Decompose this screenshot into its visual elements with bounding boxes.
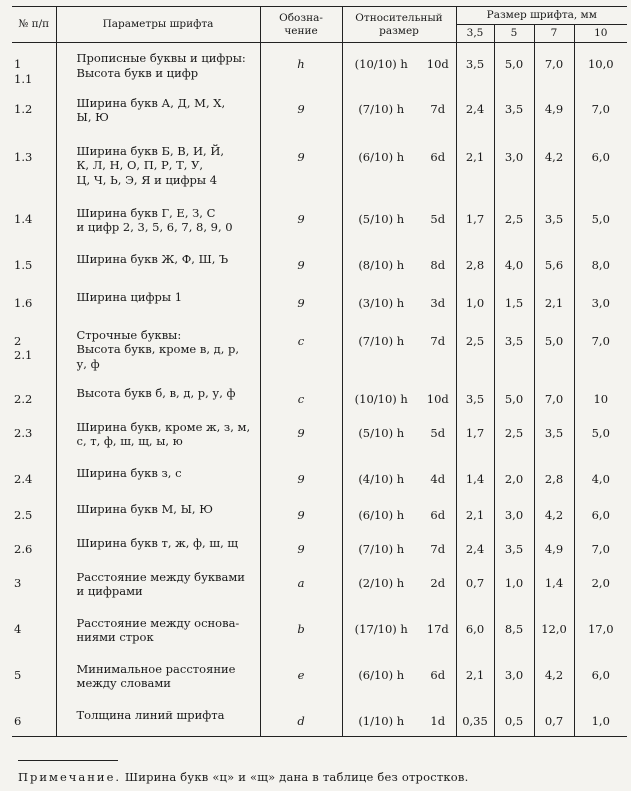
row-parameter: Ширина букв Б, В, И, Й, К, Л, Н, О, П, Р, Т, У, Ц, Ч, Ь, Э, Я и цифры 4 bbox=[56, 136, 260, 198]
row-symbol: 9 bbox=[260, 136, 342, 198]
row-number: 1.6 bbox=[12, 282, 56, 320]
row-number: 2.2 bbox=[12, 378, 56, 412]
row-value-2: 2,1 bbox=[534, 282, 574, 320]
row-value-1: 4,0 bbox=[494, 244, 534, 282]
row-symbol: d bbox=[260, 700, 342, 736]
table-row bbox=[12, 700, 627, 736]
header-relative-size: Относительный размер bbox=[342, 7, 456, 43]
row-value-0: 2,5 bbox=[456, 320, 494, 378]
row-number: 2.4 bbox=[12, 458, 56, 494]
row-value-2: 4,9 bbox=[534, 88, 574, 136]
row-multiplier: 6d bbox=[420, 654, 456, 700]
header-number: № п/п bbox=[12, 7, 56, 43]
row-parameter: Ширина букв з, с bbox=[56, 458, 260, 494]
row-multiplier: 2d bbox=[420, 562, 456, 608]
row-multiplier: 4d bbox=[420, 458, 456, 494]
row-symbol: h bbox=[260, 43, 342, 88]
font-parameters-table bbox=[12, 6, 627, 737]
row-value-0: 1,0 bbox=[456, 282, 494, 320]
row-value-3: 5,0 bbox=[574, 412, 627, 458]
row-relative-size: (3/10) h bbox=[342, 282, 420, 320]
header-font-size: Размер шрифта, мм bbox=[456, 7, 627, 25]
table-row bbox=[12, 458, 627, 494]
row-value-2: 12,0 bbox=[534, 608, 574, 654]
row-value-3: 7,0 bbox=[574, 528, 627, 562]
row-value-0: 3,5 bbox=[456, 378, 494, 412]
row-value-2: 4,2 bbox=[534, 136, 574, 198]
row-value-1: 5,0 bbox=[494, 43, 534, 88]
row-value-2: 7,0 bbox=[534, 378, 574, 412]
row-value-1: 8,5 bbox=[494, 608, 534, 654]
row-value-3: 8,0 bbox=[574, 244, 627, 282]
row-value-1: 2,5 bbox=[494, 412, 534, 458]
row-value-0: 2,1 bbox=[456, 136, 494, 198]
row-parameter: Ширина букв Ж, Ф, Ш, Ъ bbox=[56, 244, 260, 282]
row-value-1: 3,5 bbox=[494, 320, 534, 378]
row-multiplier: 5d bbox=[420, 412, 456, 458]
row-number: 1.4 bbox=[12, 198, 56, 244]
row-symbol: a bbox=[260, 562, 342, 608]
header-symbol: Обозна-чение bbox=[260, 7, 342, 43]
row-number: 1.5 bbox=[12, 244, 56, 282]
header-size-0: 3,5 bbox=[456, 25, 494, 43]
row-parameter: Расстояние между буквами и цифрами bbox=[56, 562, 260, 608]
row-number: 3 bbox=[12, 562, 56, 608]
row-value-2: 3,5 bbox=[534, 412, 574, 458]
row-number: 2.5 bbox=[12, 494, 56, 528]
row-value-2: 4,9 bbox=[534, 528, 574, 562]
table-row bbox=[12, 654, 627, 700]
row-relative-size: (10/10) h bbox=[342, 378, 420, 412]
row-value-1: 3,0 bbox=[494, 136, 534, 198]
row-multiplier: 7d bbox=[420, 88, 456, 136]
row-number: 2 2.1 bbox=[12, 320, 56, 378]
row-value-1: 2,5 bbox=[494, 198, 534, 244]
row-value-2: 4,2 bbox=[534, 654, 574, 700]
row-relative-size: (5/10) h bbox=[342, 198, 420, 244]
row-symbol: 9 bbox=[260, 282, 342, 320]
table-row bbox=[12, 43, 627, 88]
row-value-3: 6,0 bbox=[574, 494, 627, 528]
row-relative-size: (7/10) h bbox=[342, 320, 420, 378]
row-relative-size: (6/10) h bbox=[342, 136, 420, 198]
row-value-3: 4,0 bbox=[574, 458, 627, 494]
row-symbol: 9 bbox=[260, 88, 342, 136]
row-value-3: 1,0 bbox=[574, 700, 627, 736]
note-divider bbox=[18, 760, 118, 761]
row-multiplier: 6d bbox=[420, 136, 456, 198]
row-multiplier: 3d bbox=[420, 282, 456, 320]
row-multiplier: 10d bbox=[420, 378, 456, 412]
row-parameter: Ширина букв А, Д, М, Х, Ы, Ю bbox=[56, 88, 260, 136]
row-relative-size: (7/10) h bbox=[342, 528, 420, 562]
header-parameters: Параметры шрифта bbox=[56, 7, 260, 43]
row-value-3: 6,0 bbox=[574, 654, 627, 700]
table-row bbox=[12, 378, 627, 412]
table-row bbox=[12, 198, 627, 244]
row-value-2: 1,4 bbox=[534, 562, 574, 608]
row-value-1: 3,5 bbox=[494, 528, 534, 562]
footnote-text: Ширина букв «ц» и «щ» дана в таблице без отростков. bbox=[124, 770, 469, 784]
row-parameter: Минимальное расстояние между словами bbox=[56, 654, 260, 700]
row-value-0: 6,0 bbox=[456, 608, 494, 654]
row-number: 6 bbox=[12, 700, 56, 736]
row-symbol: b bbox=[260, 608, 342, 654]
table-row bbox=[12, 562, 627, 608]
row-value-1: 3,0 bbox=[494, 494, 534, 528]
row-value-0: 0,7 bbox=[456, 562, 494, 608]
row-multiplier: 5d bbox=[420, 198, 456, 244]
row-relative-size: (6/10) h bbox=[342, 494, 420, 528]
row-value-2: 0,7 bbox=[534, 700, 574, 736]
row-parameter: Строчные буквы: Высота букв, кроме в, д, р, у, ф bbox=[56, 320, 260, 378]
row-number: 2.3 bbox=[12, 412, 56, 458]
row-symbol: e bbox=[260, 654, 342, 700]
row-multiplier: 17d bbox=[420, 608, 456, 654]
row-number: 5 bbox=[12, 654, 56, 700]
table-row bbox=[12, 282, 627, 320]
table-row bbox=[12, 608, 627, 654]
row-value-2: 4,2 bbox=[534, 494, 574, 528]
row-symbol: 9 bbox=[260, 458, 342, 494]
footnote-label: Примечание. bbox=[18, 770, 122, 784]
row-value-1: 3,5 bbox=[494, 88, 534, 136]
table-row bbox=[12, 528, 627, 562]
row-relative-size: (5/10) h bbox=[342, 412, 420, 458]
table-row bbox=[12, 320, 627, 378]
row-value-0: 2,1 bbox=[456, 654, 494, 700]
row-multiplier: 1d bbox=[420, 700, 456, 736]
row-value-0: 1,4 bbox=[456, 458, 494, 494]
row-relative-size: (10/10) h bbox=[342, 43, 420, 88]
row-parameter: Ширина букв М, Ы, Ю bbox=[56, 494, 260, 528]
row-parameter: Ширина букв Г, Е, З, С и цифр 2, 3, 5, 6, 7, 8, 9, 0 bbox=[56, 198, 260, 244]
row-number: 1 1.1 bbox=[12, 43, 56, 88]
row-value-0: 2,4 bbox=[456, 88, 494, 136]
row-relative-size: (7/10) h bbox=[342, 88, 420, 136]
row-relative-size: (4/10) h bbox=[342, 458, 420, 494]
row-value-0: 3,5 bbox=[456, 43, 494, 88]
row-value-0: 2,1 bbox=[456, 494, 494, 528]
row-value-1: 5,0 bbox=[494, 378, 534, 412]
row-multiplier: 6d bbox=[420, 494, 456, 528]
row-value-2: 5,0 bbox=[534, 320, 574, 378]
row-value-2: 5,6 bbox=[534, 244, 574, 282]
row-relative-size: (8/10) h bbox=[342, 244, 420, 282]
row-symbol: 9 bbox=[260, 494, 342, 528]
row-parameter: Ширина цифры 1 bbox=[56, 282, 260, 320]
row-symbol: 9 bbox=[260, 412, 342, 458]
row-relative-size: (1/10) h bbox=[342, 700, 420, 736]
table-row bbox=[12, 494, 627, 528]
row-value-2: 7,0 bbox=[534, 43, 574, 88]
row-value-2: 3,5 bbox=[534, 198, 574, 244]
row-value-3: 17,0 bbox=[574, 608, 627, 654]
row-value-3: 7,0 bbox=[574, 88, 627, 136]
row-symbol: c bbox=[260, 378, 342, 412]
row-multiplier: 7d bbox=[420, 528, 456, 562]
footnote bbox=[18, 770, 468, 784]
row-value-2: 2,8 bbox=[534, 458, 574, 494]
row-value-3: 10 bbox=[574, 378, 627, 412]
row-number: 2.6 bbox=[12, 528, 56, 562]
header-size-2: 7 bbox=[534, 25, 574, 43]
row-multiplier: 8d bbox=[420, 244, 456, 282]
row-symbol: 9 bbox=[260, 528, 342, 562]
row-value-1: 0,5 bbox=[494, 700, 534, 736]
table-row bbox=[12, 136, 627, 198]
row-parameter: Прописные буквы и цифры: Высота букв и цифр bbox=[56, 43, 260, 88]
row-value-0: 2,8 bbox=[456, 244, 494, 282]
row-relative-size: (17/10) h bbox=[342, 608, 420, 654]
table-row bbox=[12, 244, 627, 282]
row-relative-size: (6/10) h bbox=[342, 654, 420, 700]
row-number: 1.3 bbox=[12, 136, 56, 198]
row-parameter: Ширина букв т, ж, ф, ш, щ bbox=[56, 528, 260, 562]
row-parameter: Высота букв б, в, д, р, у, ф bbox=[56, 378, 260, 412]
row-number: 1.2 bbox=[12, 88, 56, 136]
row-value-3: 7,0 bbox=[574, 320, 627, 378]
header-size-3: 10 bbox=[574, 25, 627, 43]
row-symbol: 9 bbox=[260, 244, 342, 282]
row-value-1: 1,0 bbox=[494, 562, 534, 608]
row-value-3: 6,0 bbox=[574, 136, 627, 198]
row-multiplier: 10d bbox=[420, 43, 456, 88]
table-row bbox=[12, 412, 627, 458]
table-row bbox=[12, 88, 627, 136]
row-number: 4 bbox=[12, 608, 56, 654]
row-parameter: Ширина букв, кроме ж, з, м, с, т, ф, ш, щ, ы, ю bbox=[56, 412, 260, 458]
row-value-1: 3,0 bbox=[494, 654, 534, 700]
row-value-0: 0,35 bbox=[456, 700, 494, 736]
row-parameter: Толщина линий шрифта bbox=[56, 700, 260, 736]
row-value-1: 2,0 bbox=[494, 458, 534, 494]
row-value-3: 10,0 bbox=[574, 43, 627, 88]
row-value-3: 5,0 bbox=[574, 198, 627, 244]
row-relative-size: (2/10) h bbox=[342, 562, 420, 608]
table-body bbox=[12, 43, 627, 736]
row-value-0: 2,4 bbox=[456, 528, 494, 562]
row-symbol: c bbox=[260, 320, 342, 378]
row-value-3: 3,0 bbox=[574, 282, 627, 320]
row-parameter: Расстояние между основа- ниями строк bbox=[56, 608, 260, 654]
row-multiplier: 7d bbox=[420, 320, 456, 378]
header-size-1: 5 bbox=[494, 25, 534, 43]
row-value-0: 1,7 bbox=[456, 198, 494, 244]
row-value-1: 1,5 bbox=[494, 282, 534, 320]
row-symbol: 9 bbox=[260, 198, 342, 244]
table-header-row bbox=[12, 7, 627, 25]
row-value-0: 1,7 bbox=[456, 412, 494, 458]
row-value-3: 2,0 bbox=[574, 562, 627, 608]
